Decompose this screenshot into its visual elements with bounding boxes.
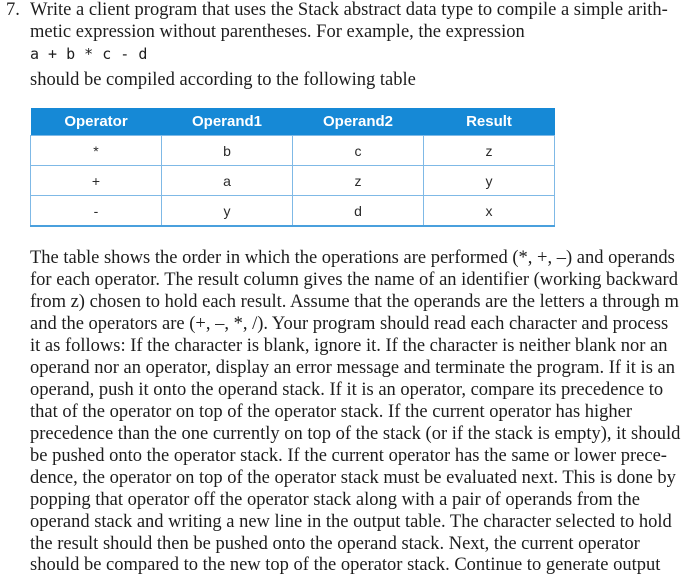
header-result: Result	[424, 108, 555, 136]
expression-example: a + b * c - d	[30, 45, 148, 63]
cell-operand2: z	[293, 166, 424, 196]
header-operator: Operator	[31, 108, 162, 136]
question-number: 7.	[6, 0, 20, 20]
cell-operator: +	[31, 166, 162, 196]
paragraph-line: and the operators are (+, –, *, /). Your program should read each character and process	[30, 314, 669, 334]
cell-result: z	[424, 136, 555, 166]
intro-line-2: metic expression without parentheses. For example, the expression	[30, 22, 525, 42]
paragraph-line: operand nor an operator, display an error message and terminate the program. If it is an	[30, 358, 675, 378]
paragraph-line: should be compared to the new top of the operator stack. Continue to generate output	[30, 555, 661, 575]
table-row	[31, 196, 555, 227]
header-operand1: Operand1	[162, 108, 293, 136]
table-lead-in: should be compiled according to the following table	[30, 70, 416, 90]
paragraph-line: that of the operator on top of the operator stack. If the current operator has higher	[30, 402, 633, 422]
paragraph-line: from z) chosen to hold each result. Assume that the operands are the letters a through m	[30, 292, 679, 312]
cell-operator: -	[31, 196, 162, 227]
cell-operand1: a	[162, 166, 293, 196]
table-header-row	[31, 108, 555, 136]
paragraph-line: the result should then be pushed onto the operand stack. Next, the current operator	[30, 534, 640, 554]
paragraph-line: dence, the operator on top of the operator stack must be evaluated next. This is done by	[30, 468, 676, 488]
intro-line-1: Write a client program that uses the Stack abstract data type to compile a simple arith-	[30, 0, 668, 20]
cell-operand1: y	[162, 196, 293, 227]
paragraph-line: precedence than the one currently on top of the stack (or if the stack is empty), it should	[30, 424, 681, 444]
paragraph-line: The table shows the order in which the operations are performed (*, +, –) and operands	[30, 248, 675, 268]
paragraph-line: popping that operator off the operator stack along with a pair of operands from the	[30, 490, 640, 510]
paragraph-line: operand stack and writing a new line in the output table. The character selected to hold	[30, 512, 672, 532]
cell-operand2: c	[293, 136, 424, 166]
cell-operator: *	[31, 136, 162, 166]
compile-table	[30, 108, 555, 227]
cell-result: y	[424, 166, 555, 196]
table-row	[31, 166, 555, 196]
paragraph-line: it as follows: If the character is blank, ignore it. If the character is neither blank nor an	[30, 336, 668, 356]
cell-operand1: b	[162, 136, 293, 166]
paragraph-line: operand, push it onto the operand stack. If it is an operator, compare its precedence to	[30, 380, 664, 400]
header-operand2: Operand2	[293, 108, 424, 136]
paragraph-line: be pushed onto the operator stack. If the current operator has the same or lower prece-	[30, 446, 667, 466]
cell-operand2: d	[293, 196, 424, 227]
paragraph-line: for each operator. The result column gives the name of an identifier (working backward	[30, 270, 678, 290]
cell-result: x	[424, 196, 555, 227]
table-row	[31, 136, 555, 166]
